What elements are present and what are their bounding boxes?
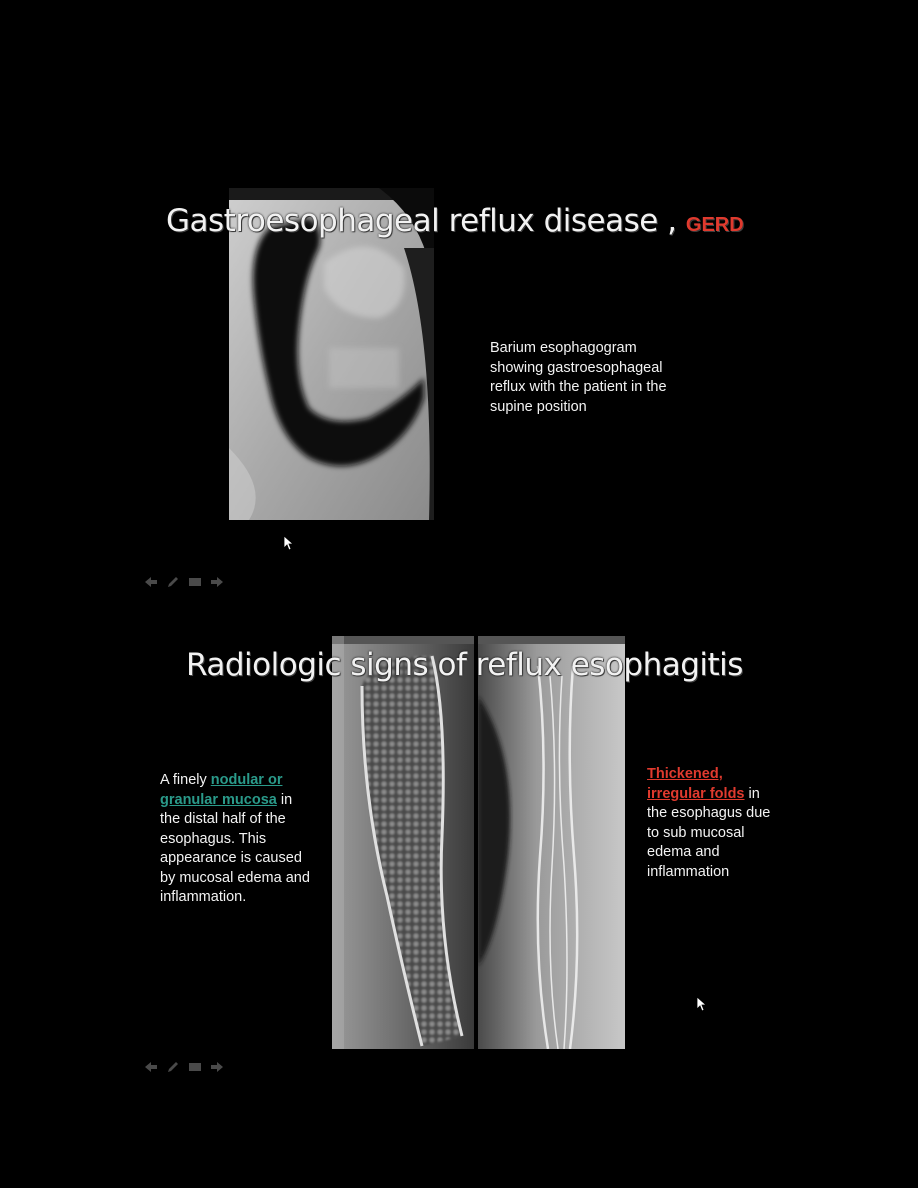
right-caption [647,765,777,882]
slide-title [166,203,744,239]
caption-highlight: nodular or granular mucosa [160,772,283,808]
image-caption: Barium esophagogram showing gastroesophageal reflux with the patient in the supine position [490,340,667,415]
mouse-cursor-icon [696,996,708,1012]
pencil-icon[interactable] [165,575,181,589]
arrow-right-icon[interactable] [209,575,225,589]
arrow-left-icon[interactable] [143,575,159,589]
esophagitis-image-right [478,636,625,1049]
slide-title: Radiologic signs of reflux esophagitis [186,647,743,683]
pencil-icon[interactable] [165,1060,181,1074]
esophagitis-image-left [332,636,474,1049]
title-accent: GERD [685,214,744,236]
slide-navigation [143,1060,225,1074]
mouse-cursor-icon [283,535,295,551]
slide-navigation [143,575,225,589]
caption-suffix: in the distal half of the esophagus. This appearance is caused by mucosal edema and inflammation. [160,791,310,905]
caption-prefix: A finely [160,772,211,788]
caption-suffix: in the esophagus due to sub mucosal edema and inflammation [647,785,771,880]
menu-icon[interactable] [187,1060,203,1074]
arrow-right-icon[interactable] [209,1060,225,1074]
menu-icon[interactable] [187,575,203,589]
left-caption [160,771,315,908]
title-text: Gastroesophageal reflux disease , [166,203,677,239]
caption-highlight: Thickened, irregular folds [647,766,745,802]
arrow-left-icon[interactable] [143,1060,159,1074]
